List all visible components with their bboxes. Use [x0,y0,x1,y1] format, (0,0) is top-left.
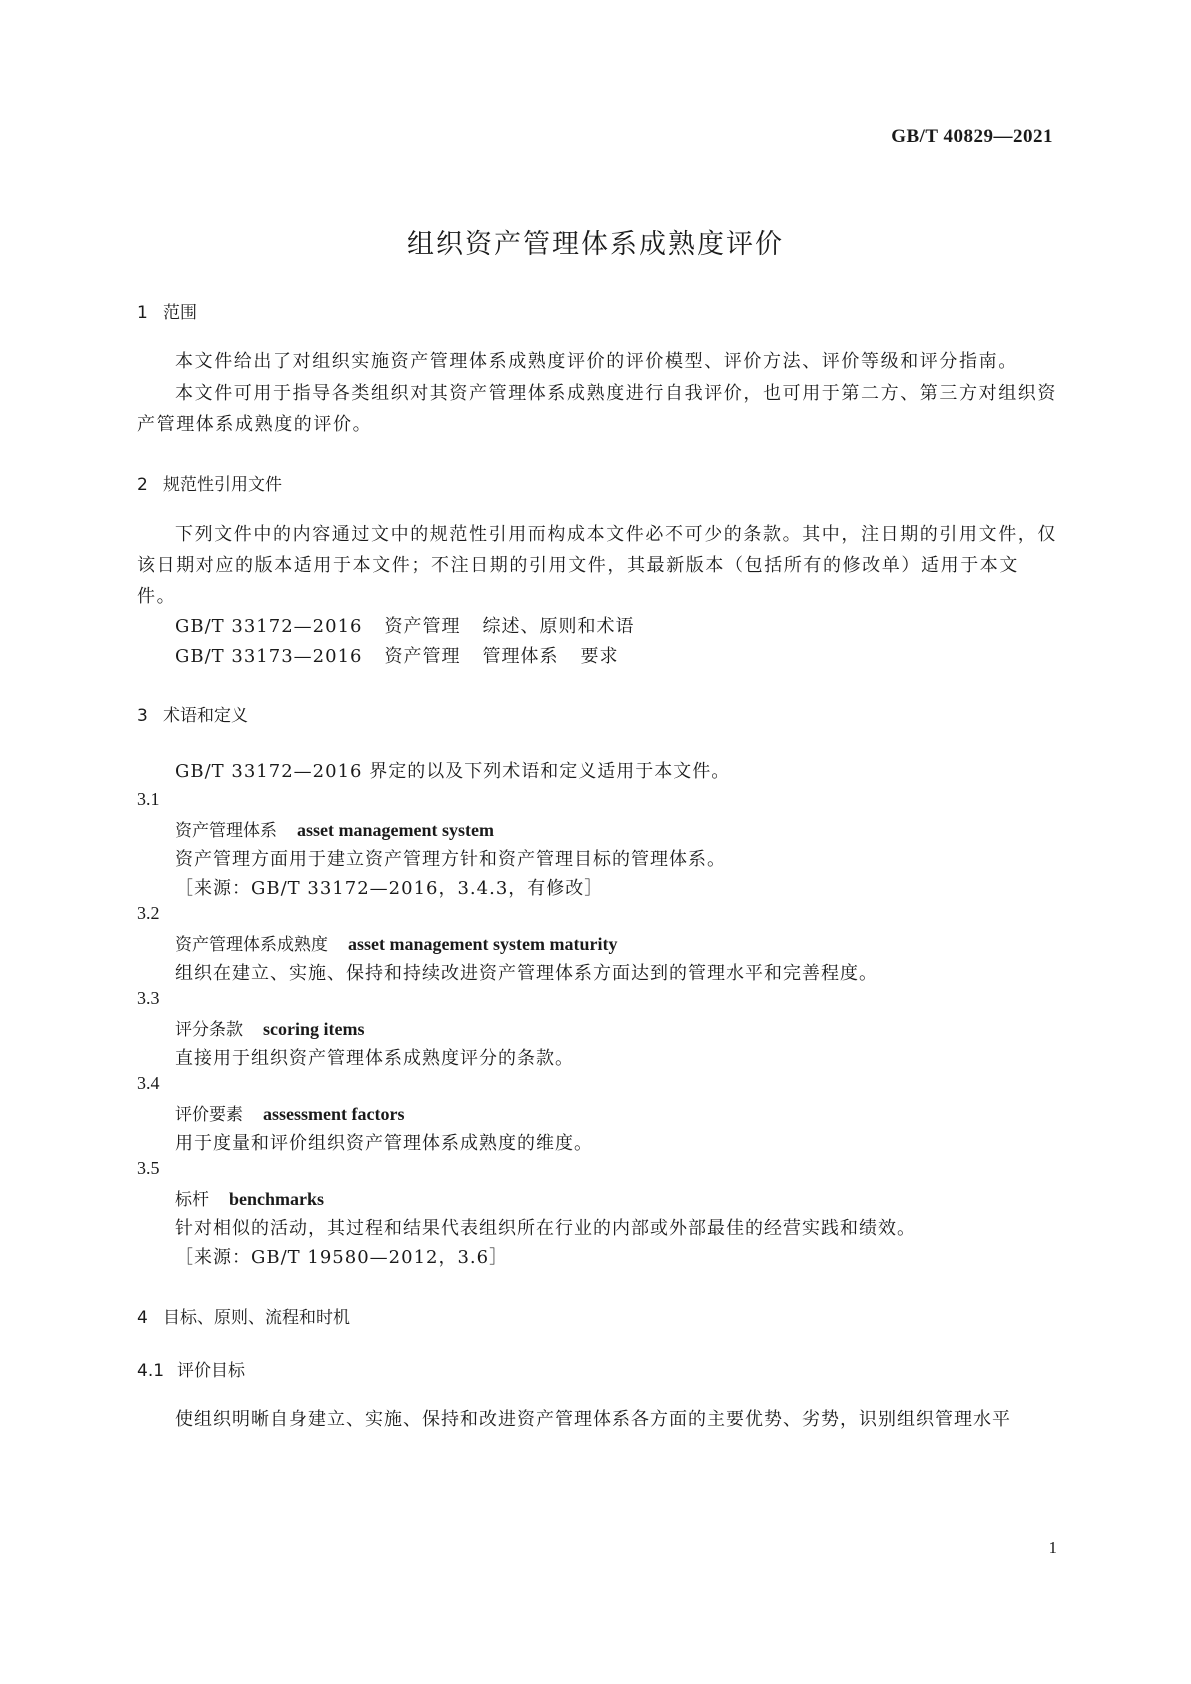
subsection-4-1-paragraph: 使组织明晰自身建立、实施、保持和改进资产管理体系各方面的主要优势、劣势，识别组织管理水平 [175,1409,1011,1430]
reference-title-part: 综述、原则和术语 [482,616,635,637]
reference-code: GB/T 33173—2016 [175,646,363,667]
reference-code: GB/T 33172—2016 [175,616,363,637]
section-1-paragraph-1: 本文件给出了对组织实施资产管理体系成熟度评价的评价模型、评价方法、评价等级和评分指南。 [175,351,1018,372]
term-definition: 针对相似的活动，其过程和结果代表组织所在行业的内部或外部最佳的经营实践和绩效。 [175,1218,916,1239]
section-number: 4 [137,1308,148,1328]
term-zh: 评价要素 [175,1105,243,1125]
term-en: scoring items [263,1019,365,1039]
section-3-intro: GB/T 33172—2016 界定的以及下列术语和定义适用于本文件。 [175,761,731,782]
term-heading [175,1100,404,1125]
term-heading [175,1185,324,1210]
section-1-heading [137,298,197,323]
reference-title-part: 资产管理 [384,616,461,637]
term-source: ［来源：GB/T 19580—2012，3.6］ [175,1247,509,1268]
subsection-title: 评价目标 [177,1361,245,1381]
section-title: 术语和定义 [163,706,248,726]
subsection-4-1-heading [137,1356,245,1381]
term-definition: 直接用于组织资产管理体系成熟度评分的条款。 [175,1048,574,1069]
term-en: benchmarks [229,1189,325,1209]
normative-reference-1 [175,612,634,638]
section-number: 3 [137,706,148,726]
reference-title-part: 管理体系 [482,646,559,667]
term-en: asset management system [297,820,494,840]
section-title: 范围 [163,303,197,323]
term-heading [175,1015,364,1040]
normative-reference-2 [175,642,618,668]
term-en: asset management system maturity [348,934,618,954]
term-definition: 组织在建立、实施、保持和持续改进资产管理体系方面达到的管理水平和完善程度。 [175,963,878,984]
term-definition: 用于度量和评价组织资产管理体系成熟度的维度。 [175,1133,593,1154]
section-number: 1 [137,303,148,323]
term-number: 3.1 [137,789,160,809]
page-title: 组织资产管理体系成熟度评价 [407,229,784,260]
section-1-paragraph-2: 本文件可用于指导各类组织对其资产管理体系成熟度进行自我评价，也可用于第二方、第三方对组织资产管理体系成熟度的评价。 [137,383,1057,435]
term-number: 3.4 [137,1073,160,1093]
term-zh: 评分条款 [175,1020,243,1040]
subsection-number: 4.1 [137,1361,165,1381]
term-zh: 资产管理体系 [175,821,277,841]
reference-title-part: 资产管理 [384,646,461,667]
section-2-heading [137,470,282,495]
standard-number: GB/T 40829—2021 [891,126,1053,147]
section-3-heading [137,701,248,726]
term-number: 3.3 [137,988,160,1008]
section-4-heading [137,1303,350,1328]
section-2-paragraph-1: 下列文件中的内容通过文中的规范性引用而构成本文件必不可少的条款。其中，注日期的引用文件，仅该日期对应的版本适用于本文件；不注日期的引用文件，其最新版本（包括所有的修改单）适用于本文件。 [137,524,1057,607]
term-zh: 资产管理体系成熟度 [175,935,328,955]
term-heading [175,930,617,955]
section-number: 2 [137,475,148,495]
term-definition: 资产管理方面用于建立资产管理方针和资产管理目标的管理体系。 [175,849,726,870]
term-zh: 标杆 [175,1190,209,1210]
term-number: 3.5 [137,1158,160,1178]
section-title: 目标、原则、流程和时机 [163,1308,350,1328]
term-heading [175,816,494,841]
section-title: 规范性引用文件 [163,475,282,495]
term-en: assessment factors [263,1104,405,1124]
reference-title-part: 要求 [580,646,619,667]
term-number: 3.2 [137,903,160,923]
page-number: 1 [1048,1538,1057,1557]
term-source: ［来源：GB/T 33172—2016，3.4.3，有修改］ [175,878,604,899]
